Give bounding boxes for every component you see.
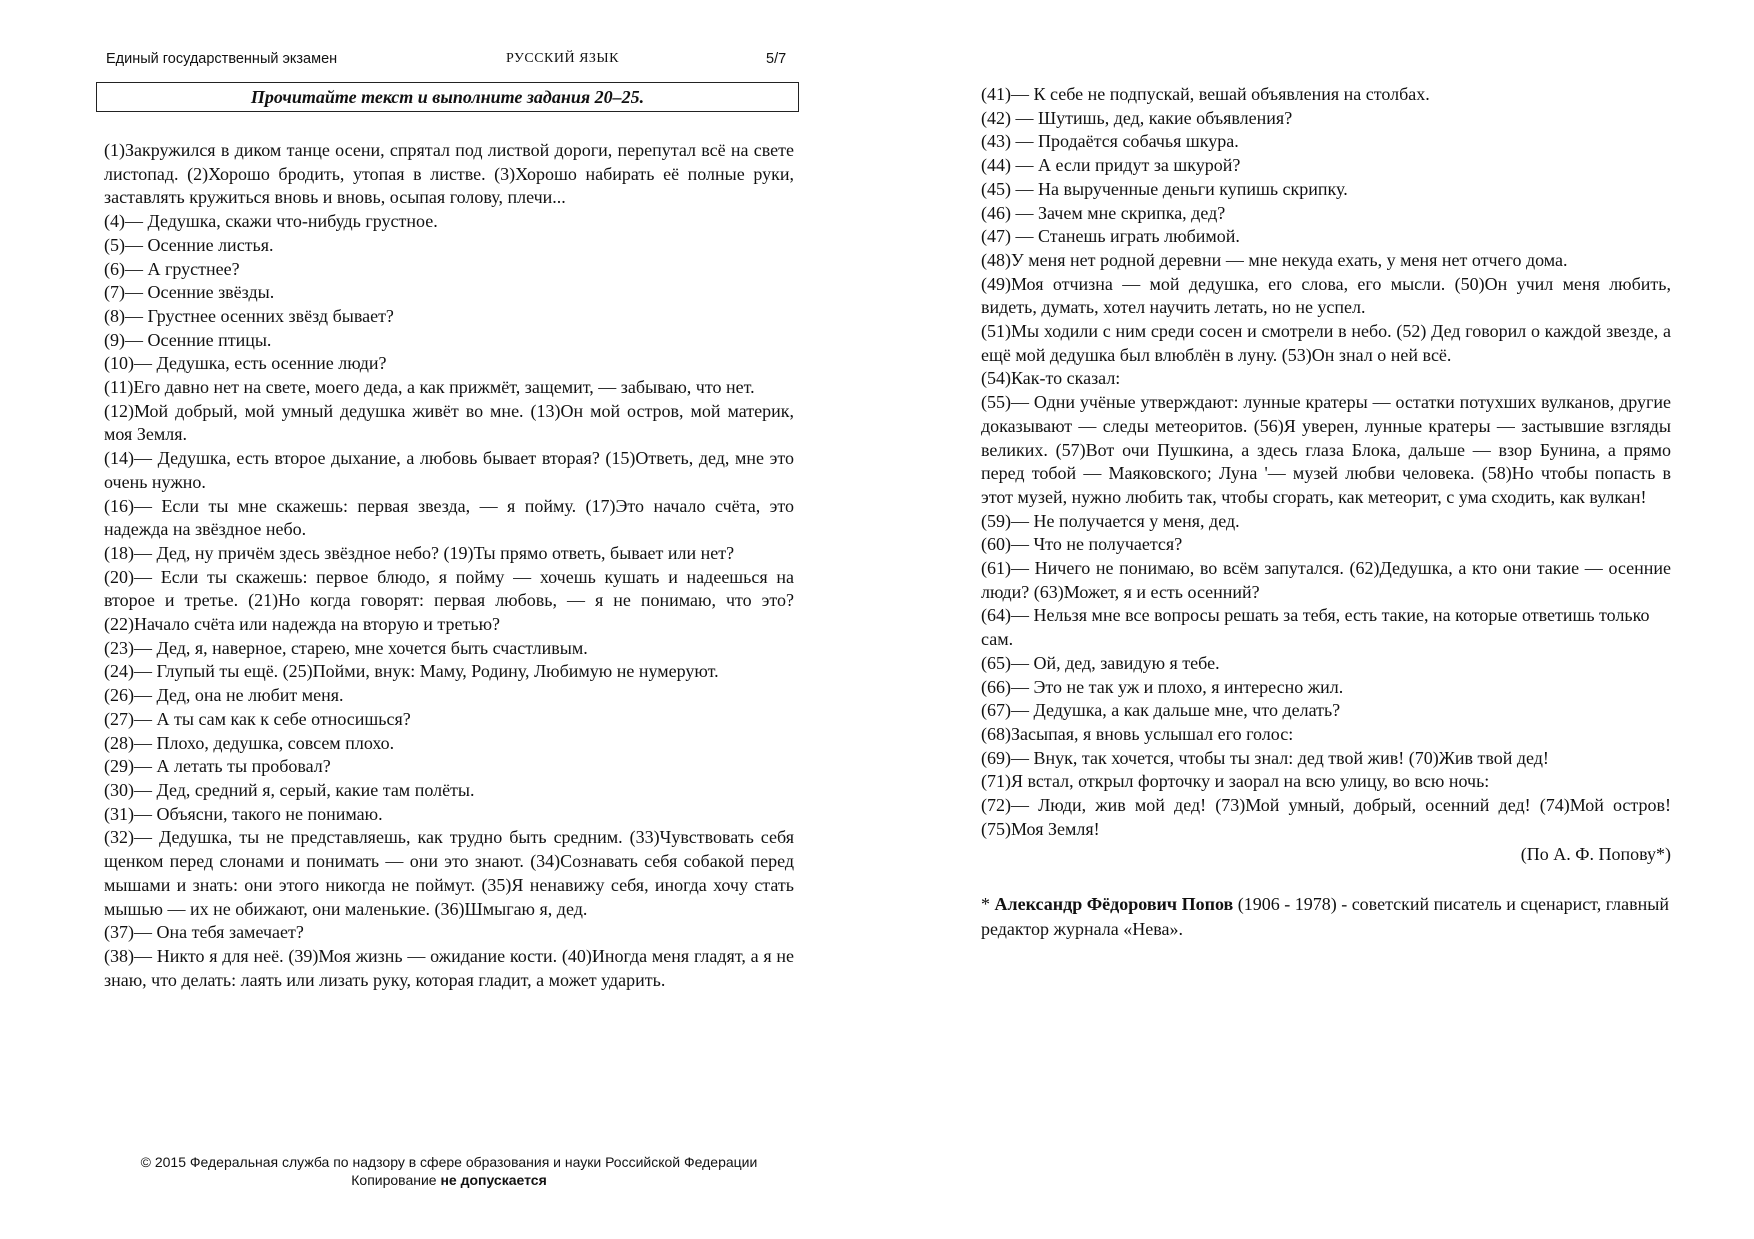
text-paragraph: (24)— Глупый ты ещё. (25)Пойми, внук: Маму, Родину, Любимую не нумеруют. (104, 661, 719, 682)
text-paragraph: (69)— Внук, так хочется, чтобы ты знал: дед твой жив! (70)Жив твой дед! (981, 747, 1549, 768)
text-paragraph: (6)— А грустнее? (104, 258, 240, 279)
text-paragraph: (44) — А если придут за шкурой? (981, 155, 1241, 176)
text-paragraph: (30)— Дед, средний я, серый, какие там полёты. (104, 779, 475, 800)
text-paragraph: (9)— Осенние птицы. (104, 329, 272, 350)
text-paragraph: сам. (981, 629, 1014, 650)
text-paragraph: (59)— Не получается у меня, дед. (981, 510, 1240, 531)
copyright-line: © 2015 Федеральная служба по надзору в сфере образования и науки Российской Федерации (140, 1154, 758, 1170)
text-paragraph: (48)У меня нет родной деревни — мне некуда ехать, у меня нет отчего дома. (981, 249, 1568, 270)
text-paragraph: (4)— Дедушка, скажи что-нибудь грустное. (104, 211, 438, 232)
text-paragraph: (64)— Нельзя мне все вопросы решать за тебя, есть такие, на которые ответишь только (981, 605, 1650, 626)
page-number: 5/7 (766, 51, 787, 67)
text-paragraph: (20)— Если ты скажешь: первое блюдо, я пойму — хочешь кушать и надеешься на второе и третье. (21)Но когда говорят: первая любовь, — я не понимаю, что это? (22)Начало счёта или надежда на вторую и третью? (104, 566, 794, 635)
text-paragraph: (46) — Зачем мне скрипка, дед? (981, 202, 1226, 223)
text-paragraph: (38)— Никто я для неё. (39)Моя жизнь — ожидание кости. (40)Иногда меня гладят, а я не знаю, что делать: лаять или лизать руку, которая гладит, а может ударить. (104, 945, 794, 990)
text-paragraph: (16)— Если ты мне скажешь: первая звезда, — я пойму. (17)Это начало счёта, это надежда на звёздное небо. (104, 495, 794, 540)
text-paragraph: (5)— Осенние листья. (104, 234, 274, 255)
text-paragraph: (18)— Дед, ну причём здесь звёздное небо? (19)Ты прямо ответь, бывает или нет? (104, 542, 735, 563)
header-subject: РУССКИЙ ЯЗЫК (506, 51, 619, 66)
text-paragraph: (42) — Шутишь, дед, какие объявления? (981, 107, 1293, 128)
text-paragraph: (66)— Это не так уж и плохо, я интересно жил. (981, 676, 1344, 697)
header-exam-title: Единый государственный экзамен (106, 51, 338, 67)
text-paragraph: (61)— Ничего не понимаю, во всём запутался. (62)Дедушка, а кто они такие — осенние люди? (63)Может, я и есть осенний? (981, 558, 1671, 602)
text-paragraph: (26)— Дед, она не любит меня. (104, 685, 344, 706)
copyright-footer (104, 1153, 794, 1189)
text-paragraph: (71)Я встал, открыл форточку и заорал на всю улицу, во всю ночь: (981, 771, 1490, 792)
text-paragraph: (67)— Дедушка, а как дальше мне, что делать? (981, 700, 1341, 721)
text-paragraph: (41)— К себе не подпускай, вешай объявления на столбах. (981, 84, 1430, 104)
text-paragraph: (32)— Дедушка, ты не представляешь, как трудно быть средним. (33)Чувствовать себя щенком перед слонами и понимать — они это знают. (34)Сознавать себя собакой перед мышами и знать: они этого никогда не поймут. (35)Я ненавижу себя, иногда хочу стать мышью — их не обижают, они маленькие. (36)Шмыгаю я, дед. (104, 827, 794, 919)
text-paragraph: (23)— Дед, я, наверное, старею, мне хочется быть счастливым. (104, 637, 588, 658)
text-column-right (981, 83, 1671, 942)
text-paragraph: (12)Мой добрый, мой умный дедушка живёт во мне. (13)Он мой остров, мой материк, моя Земля. (104, 400, 794, 445)
text-paragraph: (14)— Дедушка, есть второе дыхание, а любовь бывает вторая? (15)Ответь, дед, мне это очень нужно. (104, 448, 794, 492)
source-attribution: (По А. Ф. Попову*) (1520, 843, 1671, 864)
text-paragraph: (54)Как-то сказал: (981, 368, 1121, 389)
text-paragraph: (27)— А ты сам как к себе относишься? (104, 708, 411, 729)
text-paragraph: (47) — Станешь играть любимой. (981, 226, 1240, 247)
instruction-box: Прочитайте текст и выполните задания 20–25. (96, 82, 799, 112)
text-paragraph: (49)Моя отчизна — мой дедушка, его слова, его мысли. (50)Он учил меня любить, видеть, думать, хотел научить летать, но не успел. (981, 273, 1671, 318)
text-paragraph: (7)— Осенние звёзды. (104, 282, 275, 303)
text-paragraph: (10)— Дедушка, есть осенние люди? (104, 353, 387, 374)
text-paragraph: (51)Мы ходили с ним среди сосен и смотрели в небо. (52) Дед говорил о каждой звезде, а ещё мой дедушка был влюблён в луну. (53)Он знал о ней всё. (981, 321, 1671, 365)
text-paragraph: (29)— А летать ты пробовал? (104, 756, 331, 777)
text-paragraph: (55)— Одни учёные утверждают: лунные кратеры — остатки потухших вулканов, другие доказывают — следы метеоритов. (56)Я уверен, лунные кратеры — застывшие взгляды великих. (57)Вот очи Пушкина, а здесь глаза Блока, дальше — взор Бунина, а прямо перед тобой — Маяковского; Луна '— музей любви человека. (58)Но чтобы попасть в этот музей, нужно любить так, чтобы сгорать, как метеорит, с ума сходить, как вулкан! (981, 392, 1671, 507)
text-paragraph: (28)— Плохо, дедушка, совсем плохо. (104, 732, 395, 753)
text-paragraph: (68)Засыпая, я вновь услышал его голос: (981, 723, 1294, 744)
text-paragraph: (65)— Ой, дед, завидую я тебе. (981, 652, 1220, 673)
text-paragraph: (45) — На вырученные деньги купишь скрипку. (981, 178, 1348, 199)
text-paragraph: (37)— Она тебя замечает? (104, 922, 304, 943)
author-footnote: * Александр Фёдорович Попов (1906 - 1978) - советский писатель и сценарист, главный редактор журнала «Нева». (981, 894, 1669, 940)
text-paragraph: (60)— Что не получается? (981, 534, 1183, 555)
text-column-left (104, 139, 794, 992)
text-paragraph: (8)— Грустнее осенних звёзд бывает? (104, 305, 394, 326)
text-paragraph: (43) — Продаётся собачья шкура. (981, 131, 1239, 152)
text-paragraph: (31)— Объясни, такого не понимаю. (104, 803, 383, 824)
text-paragraph: (1)Закружился в диком танце осени, спрятал под листвой дороги, перепутал всё на свете листопад. (2)Хорошо бродить, утопая в листве. (3)Хорошо набирать её полные руки, заставлять кружиться вновь и вновь, осыпая голову, плечи... (104, 140, 794, 208)
copy-notice: Копирование не допускается (351, 1172, 547, 1188)
text-paragraph: (11)Его давно нет на свете, моего деда, а как прижмёт, защемит, — забываю, что нет. (104, 377, 755, 398)
text-paragraph: (72)— Люди, жив мой дед! (73)Мой умный, добрый, осенний дед! (74)Мой остров! (75)Моя Земля! (981, 795, 1671, 839)
